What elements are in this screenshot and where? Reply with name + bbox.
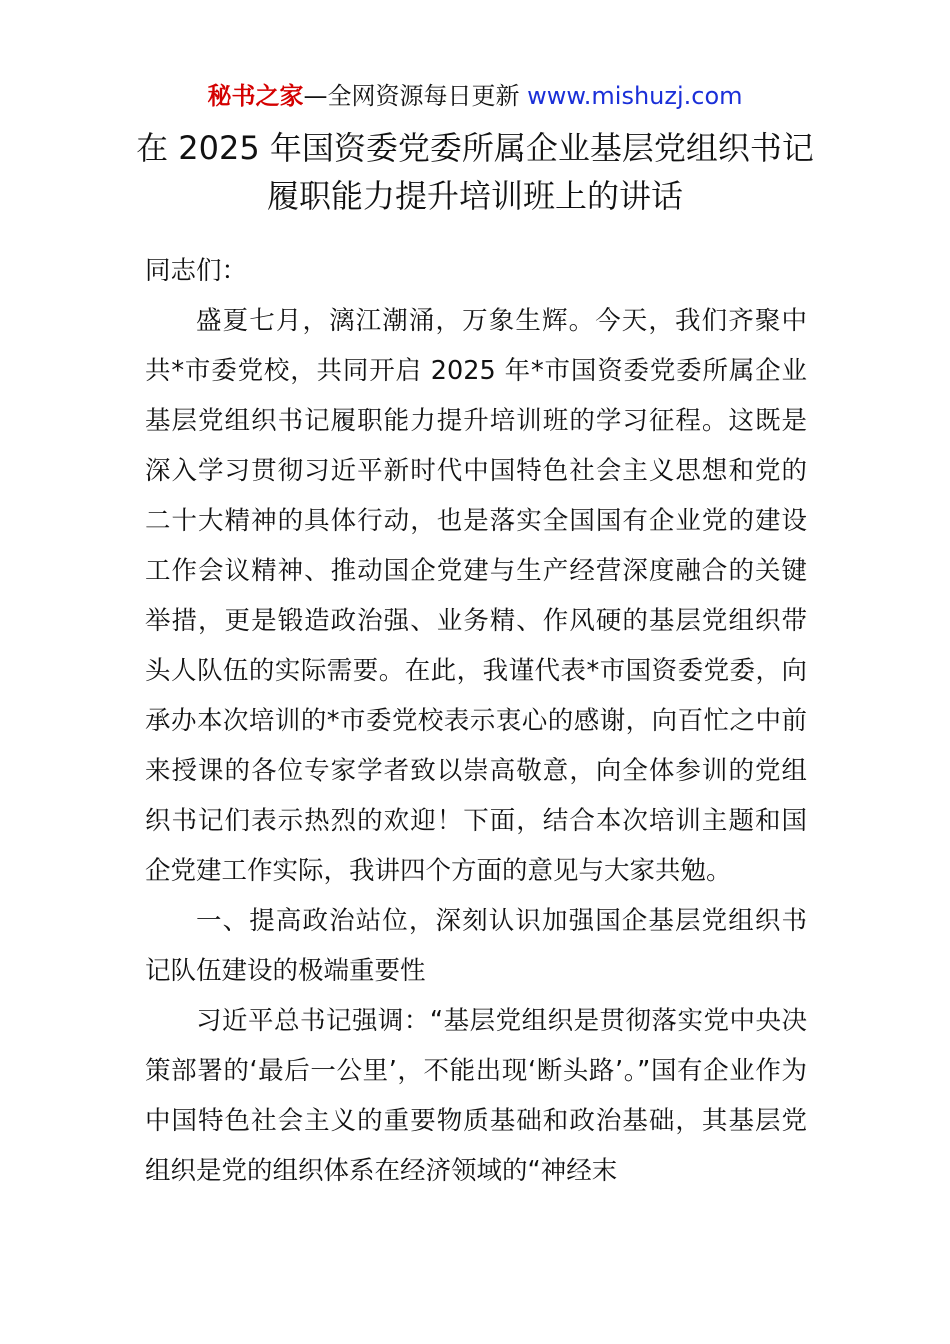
title-line-1: 在 2025 年国资委党委所属企业基层党组织书记: [136, 129, 814, 167]
header-slogan: —全网资源每日更新: [303, 82, 528, 110]
salutation: 同志们：: [145, 256, 248, 286]
body-paragraph: 习近平总书记强调：“基层党组织是贯彻落实党中央决策部署的‘最后一公里’，不能出现‘断头路’。”国有企业作为中国特色社会主义的重要物质基础和政治基础，其基层党组织是党的组织体系在经济领域的“神经末: [145, 1006, 807, 1186]
brand-name: 秘书之家: [207, 82, 304, 110]
section-heading: 一、提高政治站位，深刻认识加强国企基层党组织书记队伍建设的极端重要性: [145, 906, 807, 986]
document-body: [145, 246, 807, 1196]
site-url-link[interactable]: www.mishuzj.com: [527, 82, 743, 110]
title-line-2: 履职能力提升培训班上的讲话: [266, 177, 683, 215]
body-paragraph: 盛夏七月，漓江潮涌，万象生辉。今天，我们齐聚中共*市委党校，共同开启 2025 年*市国资委党委所属企业基层党组织书记履职能力提升培训班的学习征程。这既是深入学习贯彻习近平新时代中国特色社会主义思想和党的二十大精神的具体行动，也是落实全国国有企业党的建设工作会议精神、推动国企党建与生产经营深度融合的关键举措，更是锻造政治强、业务精、作风硬的基层党组织带头人队伍的实际需要。在此，我谨代表*市国资委党委，向承办本次培训的*市委党校表示衷心的感谢，向百忙之中前来授课的各位专家学者致以崇高敬意，向全体参训的党组织书记们表示热烈的欢迎！下面，结合本次培训主题和国企党建工作实际，我讲四个方面的意见与大家共勉。: [145, 306, 807, 886]
site-header: [0, 80, 950, 112]
document-title: [0, 124, 950, 220]
